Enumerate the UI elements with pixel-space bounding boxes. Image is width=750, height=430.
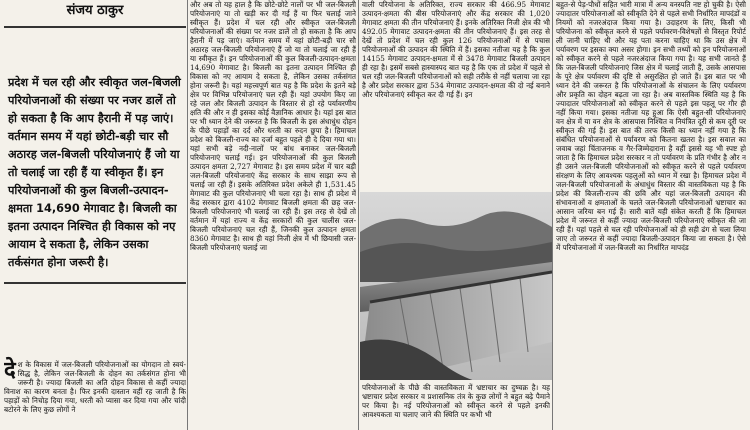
column-4-text: बहुत-से पेड़-पौधों सहित भारी मात्रा में अन्य वनस्पति नष्ट हो चुकी है। ऐसी ज्यादातर परियोजनाओं को स्वीकृति देने से पहले सभी निर्धारित मापदंडों व नियमों को नजरअंदाज किया गया है। उदाहरण के लिए, किसी भी परियोजना को स्वीकृत करने से पहले पर्यावरण-विशेषज्ञों से विस्तृत रिपोर्ट ली जानी चाहिए थी और यह पता करना चाहिए था कि उस क्षेत्र में पर्यावरण पर इसका क्या असर होगा। इन सभी तथ्यों को इन परियोजनाओं को स्वीकृत करने से पहले नजरअंदाज किया गया है। यह सभी जानते हैं कि जल-बिजली परियोजनाएं जिस क्षेत्र में चलाई जाती हैं, उसके आसपास के पूरे क्षेत्र पर्यावरण की दृष्टि से असुरक्षित हो जाते हैं। इस बात पर भी ध्यान देने की जरूरत है कि परियोजनाओं के संचालन के लिए पर्यावरण और प्रकृति का दोहन बढ़ता जा रहा है। अब वास्तविक स्थिति यह है कि ज्यादातर परियोजनाओं को स्वीकृत करने से पहले इस पहलू पर गौर ही नहीं किया गया। इसका नतीजा यह हुआ कि ऐसी बहुत-सी परियोजनाएं वन क्षेत्र में या वन क्षेत्र के आसपास निश्चित व नियंत्रित दूरी से कम दूरी पर स्वीकृत की गई हैं। इस बात की तरफ किसी का ध्यान नहीं गया है कि संबंधित परियोजनाओं से पर्यावरण को कितना खतरा है। इस सवाल का जवाब जहां चिंताजनक व गैर-जिम्मेदाराना है वहीं इससे यह भी स्पष्ट हो जाता है कि हिमाचल प्रदेश सरकार न तो पर्यावरण के प्रति गंभीर है और न ही उसने जल-बिजली परियोजनाओं को स्वीकृत करने से पहले पर्यावरण संरक्षण के लिए आवश्यक पहलुओं को ध्यान में रखा है। हिमाचल प्रदेश में जल-बिजली परियोजनाओं के अंधाधुंध विस्तार की वास्तविकता यह है कि प्रदेश की बिजली-राज्य की छवि और यहां जल-बिजली उत्पादन की संभावनाओं व क्षमताओं के चलते जल-बिजली परियोजनाओं भ्रष्टाचार का आसान जरिया बन गई हैं। सारी बातें यही संकेत करती हैं कि हिमाचल प्रदेश में जरूरत से कहीं ज्यादा जल-बिजली परियोजनाएं स्वीकृत की जा रही हैं। यहां पहले से चल रही परियोजनाओं को ही सही ढंग से चला लिया जाए तो जरूरत से कहीं ज्यादा बिजली-उत्पादन किया जा सकता है। ऐसे में परियोजनाओं में जल-बिजली का निर्धारित मापदंड [556, 0, 746, 252]
author-byline: संजय ठाकुर [66, 3, 124, 18]
column-2-text: और अब तो यह हाल है कि छोटे-छोटे नालों पर भी जल-बिजली परियोजनाएं या तो खड़ी कर दी गई हैं या फिर चलाई जाने स्वीकृत हैं। प्रदेश में चल रही और स्वीकृत जल-बिजली परियोजनाओं की संख्या पर नजर डालें तो हो सकता है कि आप हैरानी में पड़ जाएं। वर्तमान समय में यहां छोटी-बड़ी चार सौ अठारह जल-बिजली परियोजनाएं हैं जो या तो चलाई जा रही हैं या स्वीकृत हैं। इन परियोजनाओं की कुल बिजली-उत्पादन-क्षमता 14,690 मेगावाट है। बिजली का इतना उत्पादन निश्चित ही विकास को नए आयाम दे सकता है, लेकिन उसका तर्कसंगत होना जरूरी है। यहां महत्त्वपूर्ण बात यह है कि प्रदेश के इतने बड़े क्षेत्र पर विभिन्न परियोजनाएं चल रही हैं। यहां उपयोग किए जा रहे जल और बिजली उत्पादन के विस्तार से हो रहे पर्यावरणीय क्षति की और न ही इसका कोई वैज्ञानिक आधार है। यहां इस बात पर भी ध्यान देने की जरूरत है कि बिजली के इस अंधाधुंध दोहन के पीछे पहाड़ों का दर्द और धरती का रुदन छुपा है। हिमाचल प्रदेश को बिजली-राज्य का दर्जा बहुत पहले ही दे दिया गया था। यहां सभी बड़े नदी-नालों पर बांध बनाकर जल-बिजली परियोजनाएं चलाई गई। इन परियोजनाओं की कुल बिजली उत्पादन क्षमता 2,727 मेगावाट है। इस समय प्रदेश में चार बड़ी जल-बिजली परियोजनाएं केंद्र सरकार के साथ साझा रूप से चलाई जा रही हैं। इसके अतिरिक्त प्रदेश अकेले ही 1,531.45 मेगावाट की कुल परियोजनाएं भी चला रहा है। साथ ही प्रदेश में केंद्र सरकार द्वारा 4102 मेगावाट बिजली क्षमता की छह जल-बिजली परियोजनाएं भी चलाई जा रही हैं। इस तरह से देखें तो वर्तमान में यहां राज्य व केंद्र सरकारों की कुल चालीस जल-बिजली परियोजनाएं चल रही हैं, जिनकी कुल उत्पादन क्षमता 8360 मेगावाट है। साथ ही यहां निजी क्षेत्र में भी छियासी जल-बिजली परियोजनाएं चलाई जा [190, 0, 356, 252]
dam-photo [360, 192, 552, 380]
column-3-text: वाली परियोजना के अतिरिक्त, राज्य सरकार की 466.95 मेगावाट उत्पादन-क्षमता की बीस परियोजनाएं और केंद्र सरकार की 1,020 मेगावाट क्षमता की तीन परियोजनाएं हैं। इनके अतिरिक्त निजी क्षेत्र की भी 492.05 मेगावाट उत्पादन-क्षमता की तीन परियोजनाएं हैं। इस तरह से देखें तो प्रदेश में चल रही कुल 126 परियोजनाओं में से पचास परियोजनाओं की उत्पादन की स्थिति में हैं। इसका नतीजा यह है कि कुल 14155 मेगावाट उत्पादन-क्षमता में से 3478 मेगावाट बिजली उत्पादन ही रहा है। इसमें सबसे हास्यास्पद बात यह है कि एक तो प्रदेश में पहले से चल रही जल-बिजली परियोजनाओं को सही तरीके से नहीं चलाया जा रहा है और प्रदेश सरकार द्वारा 534 मेगावाट उत्पादन-क्षमता की दो नई बनाने और परियोजनाएं स्वीकृत कर दी गई हैं। इन [362, 0, 550, 99]
column-1 [4, 0, 186, 430]
column-divider [187, 0, 188, 430]
column-2 [190, 0, 356, 430]
column-1-text: श के विकास में जल-बिजली परियोजनाओं का योगदान तो स्वयं-सिद्ध है, लेकिन जल-बिजली के दोहन का तर्कसंगत होना भी जरूरी है। ज्यादा बिजली का अति दोहन विकास से कहीं ज्यादा विनाश का कारण बनता है। फिर इनकी दास्तान वहीं रह जाती है कि पहाड़ों को निचोड़ दिया गया, धरती को प्यासा कर दिया गया और चांदी बटोरने के लिए कुछ लोगों ने [4, 360, 186, 414]
column-3 [362, 0, 550, 190]
column-3-continued [362, 383, 550, 430]
column-4 [556, 0, 746, 430]
column-3-continued-text: परियोजनाओं के पीछे की वास्तविकता में भ्रष्टाचार का दुष्चक्र है। यह भ्रष्टाचार प्रदेश सरकार व प्रशासनिक तंत्र के कुछ लोगों ने बहुत बढ़े पैमाने पर किया है। नई परियोजनाओं को स्वीकृत करने से पहले इनकी आवश्यकता या चलाए जाने की स्थिति पर कभी भी [362, 383, 550, 419]
dam-illustration [360, 192, 552, 380]
column-1-body [4, 357, 186, 414]
column-divider [552, 0, 553, 430]
pull-quote: प्रदेश में चल रही और स्वीकृत जल-बिजली परियोजनाओं की संख्या पर नजर डालें तो हो सकता है कि आप हैरानी में पड़ जाएं। वर्तमान समय में यहां छोटी-बड़ी चार सौ अठारह जल-बिजली परियोजनाएं हैं जो या तो चलाई जा रही हैं या स्वीकृत हैं। इन परियोजनाओं की कुल बिजली-उत्पादन-क्षमता 14,690 मेगावाट है। बिजली का इतना उत्पादन निश्चित ही विकास को नए आयाम दे सकता है, लेकिन उसका तर्कसंगत होना जरूरी है। [8, 76, 181, 269]
column-divider [358, 0, 359, 430]
drop-cap: दे [4, 357, 16, 383]
pull-quote-box [4, 26, 186, 284]
